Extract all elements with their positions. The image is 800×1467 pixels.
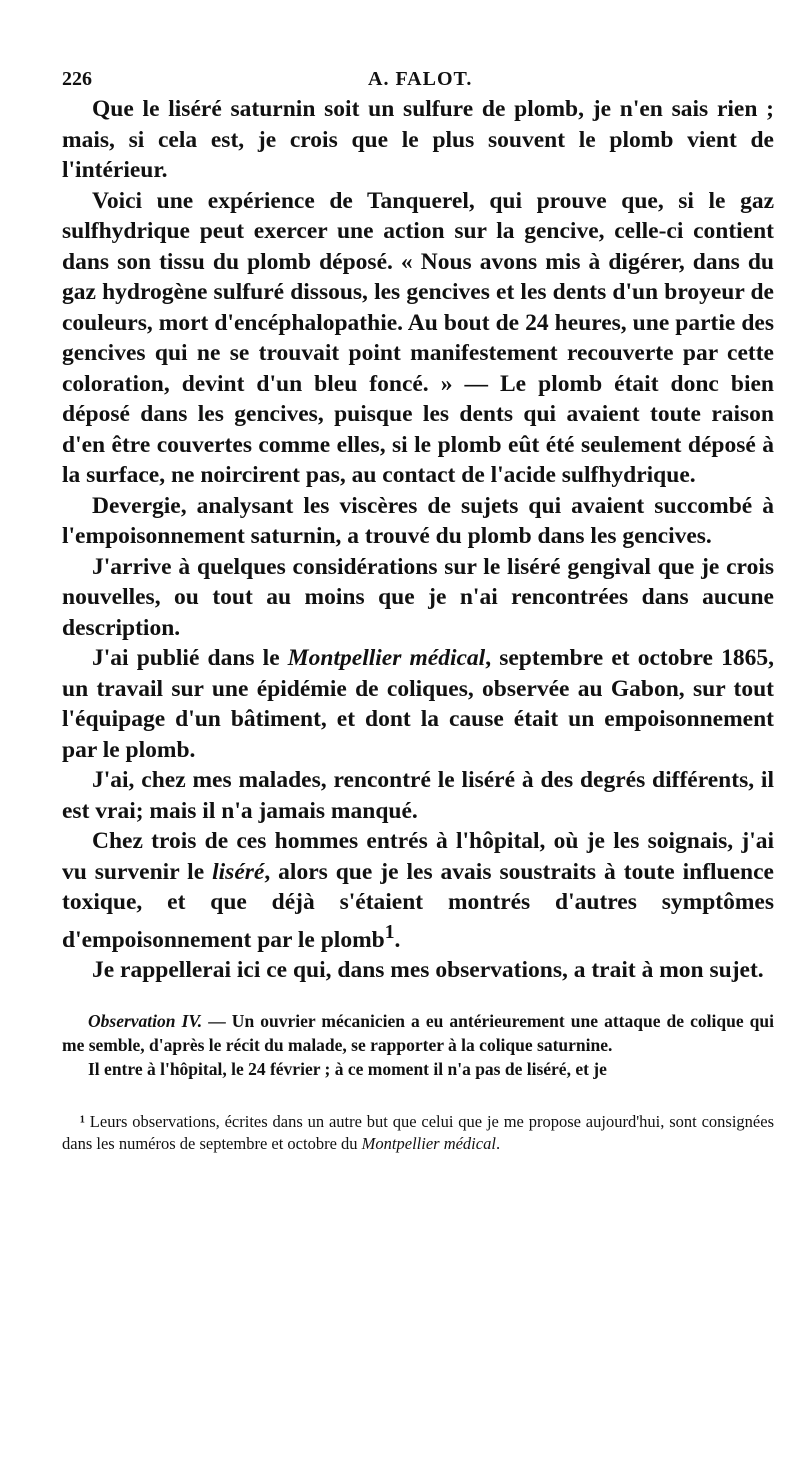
paragraph-text: , alors que je les avais soustraits à toute influence toxique, et que déjà s'étaient montrés d'autres symptômes d'empoisonnement par le plomb [62, 858, 774, 953]
paragraph: Que le liséré saturnin soit un sulfure de plomb, je n'en sais rien ; mais, si cela est, je crois que le plus souvent le plomb vient de l'intérieur. [62, 96, 774, 183]
paragraph [62, 826, 774, 955]
paragraph-text: Chez trois de ces hommes entrés à l'hôpital, où je les soignais, j'ai vu survenir le [62, 828, 774, 885]
observation-title: Observation IV. [88, 1011, 203, 1032]
paragraph-text: . [394, 926, 401, 953]
main-text [62, 94, 774, 985]
observation-section [62, 1009, 774, 1081]
paragraph: Devergie, analysant les viscères de sujets qui avaient succombé à l'empoisonnement saturnin, a trouvé du plomb dans les gencives. [62, 492, 774, 549]
observation-paragraph: Il entre à l'hôpital, le 24 février ; à ce moment il n'a pas de liséré, et je [88, 1059, 607, 1080]
page-header [62, 60, 774, 94]
footnote [62, 1111, 774, 1155]
book-page [62, 60, 774, 1155]
journal-title: Montpellier médical [287, 645, 486, 671]
paragraph: Voici une expérience de Tanquerel, qui prouve que, si le gaz sulfhydrique peut exercer une action sur la gencive, celle-ci contient dans son tissu du plomb déposé. « Nous avons mis à digérer, dans du gaz hydrogène sulfuré dissous, les gencives et les dents d'un broyeur de couleurs, mort d'encéphalopathie. Au bout de 24 heures, une partie des gencives qui ne se trouvait point manifestement recouverte par cette coloration, devint d'un bleu foncé. » — Le plomb était donc bien déposé dans les gencives, puisque les dents qui avaient toute raison d'en être couvertes comme elles, si le plomb eût été seulement déposé à la surface, ne noircirent pas, au contact de l'acide sulfhydrique. [62, 187, 774, 488]
paragraph [62, 643, 774, 765]
footnote-reference: 1 [384, 921, 395, 943]
emphasis: liséré [212, 858, 265, 885]
journal-title: Montpellier médical [361, 1134, 496, 1154]
page-number: 226 [62, 68, 92, 90]
running-title: A. FALOT. [368, 68, 473, 90]
footnote-end: . [495, 1134, 501, 1154]
paragraph: Je rappellerai ici ce qui, dans mes observations, a trait à mon sujet. [92, 956, 764, 983]
observation-paragraph [62, 1009, 774, 1057]
paragraph: J'arrive à quelques considérations sur le liséré gengival que je crois nouvelles, ou tout au moins que je n'ai rencontrées dans aucune description. [62, 553, 774, 641]
paragraph: J'ai, chez mes malades, rencontré le liséré à des degrés différents, il est vrai; mais il n'a jamais manqué. [62, 767, 774, 824]
paragraph-text: , septembre et octobre 1865, un travail sur une épidémie de coliques, observée au Gabon, sur tout l'équipage d'un bâtiment, et dont la cause était un empoisonnement par le plomb. [62, 645, 774, 763]
footnote-body: Leurs observations, écrites dans un autre but que celui que je me propose aujourd'hui, sont consignées dans les numéros de septembre et octobre du [62, 1112, 774, 1154]
observation-text: — Un ouvrier mécanicien a eu antérieurement une attaque de colique qui me semble, d'après le récit du malade, se rapporter à la colique saturnine. [62, 1011, 774, 1056]
paragraph-text: J'ai publié dans le [92, 645, 288, 671]
footnote-mark: ¹ [80, 1112, 85, 1132]
footnote-text [62, 1111, 774, 1155]
